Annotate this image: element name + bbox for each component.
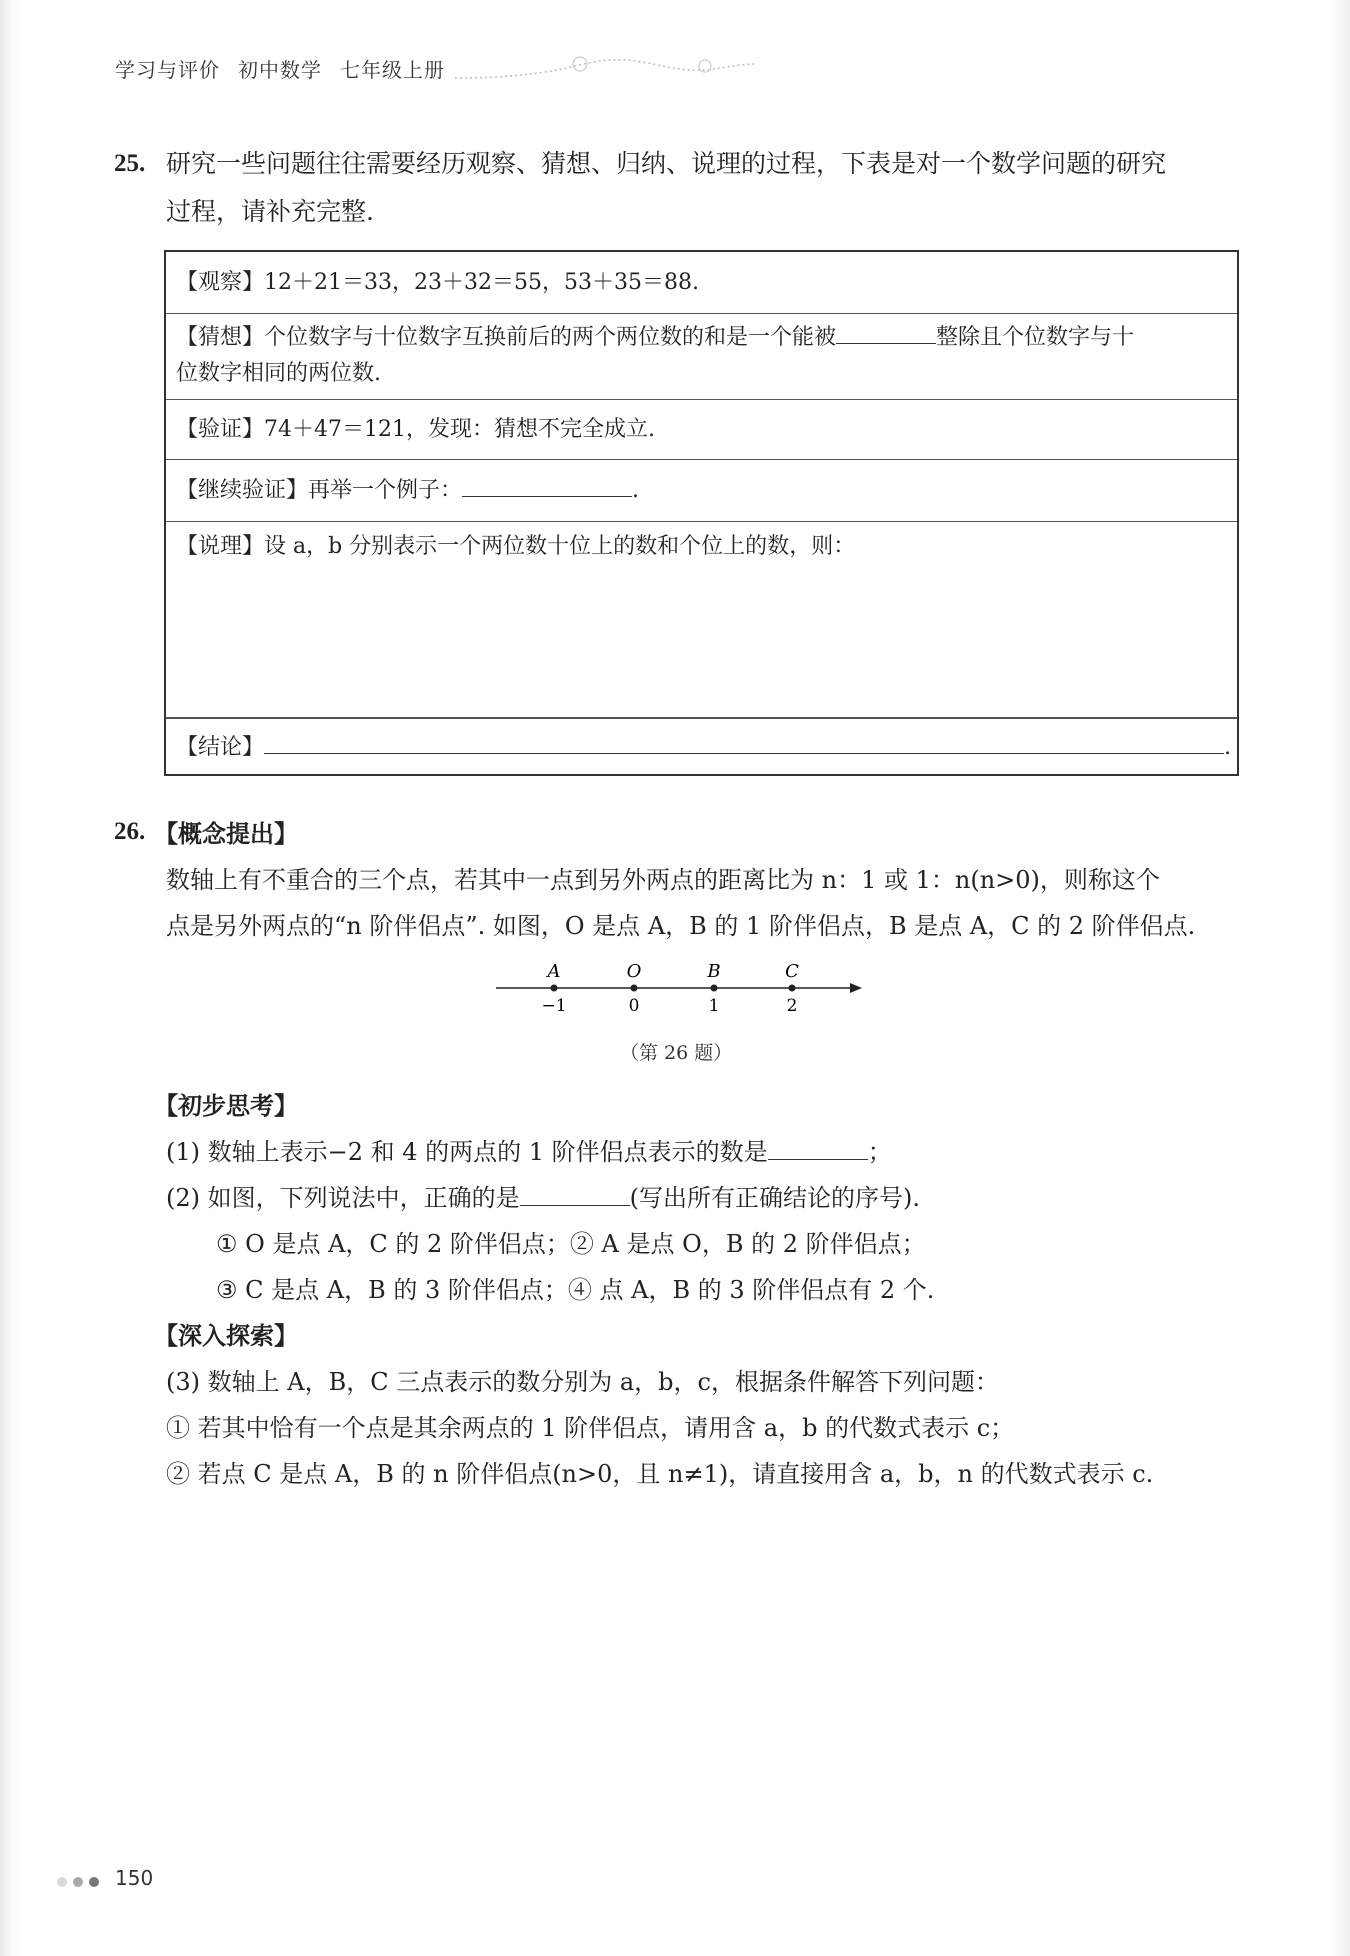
subq1-text: (1) 数轴上表示−2 和 4 的两点的 1 阶伴侣点表示的数是 [166, 1138, 768, 1166]
table-row-conclusion [166, 718, 1237, 776]
subq2-options-1-2: ① O 是点 A，C 的 2 阶伴侣点；② A 是点 O，B 的 2 阶伴侣点； [216, 1230, 926, 1258]
guess-text-b: 整除且个位数字与十 [936, 325, 1135, 350]
point-o [631, 985, 638, 992]
subq1-answer-blank[interactable] [768, 1137, 868, 1160]
header-wave-decoration [455, 50, 755, 86]
guess-text-a: 【猜想】个位数字与十位数字互换前后的两个两位数的和是一个能被 [176, 325, 837, 350]
point-b [711, 985, 718, 992]
subq2 [166, 1178, 920, 1213]
subq2-text: (2) 如图，下列说法中，正确的是 [166, 1184, 520, 1212]
q26-paragraph-line2: 点是另外两点的“n 阶伴侣点”. 如图，O 是点 A，B 的 1 阶伴侣点，B 是点 A，C 的 2 阶伴侣点. [166, 912, 1196, 940]
subq3: (3) 数轴上 A，B，C 三点表示的数分别为 a，b，c，根据条件解答下列问题： [166, 1368, 999, 1396]
table-row-verify [166, 400, 1237, 460]
q26-paragraph-line1: 数轴上有不重合的三个点，若其中一点到另外两点的距离比为 n：1 或 1：n(n>0)，则称这个 [166, 866, 1160, 894]
q26-section-deep: 【深入探索】 [154, 1321, 298, 1350]
example-answer-blank[interactable] [462, 474, 632, 497]
q25-intro-line2: 过程，请补充完整. [166, 197, 374, 226]
table-row-reason [166, 522, 1237, 718]
tick-label-minus1: −1 [541, 996, 567, 1016]
number-line-arrow-icon [850, 983, 862, 993]
label-o: O [626, 961, 642, 982]
header-grade: 七年级上册 [340, 58, 445, 82]
continue-text-b: . [632, 478, 640, 503]
continue-text-a: 【继续验证】再举一个例子： [176, 478, 463, 503]
q26-section-concept: 【概念提出】 [154, 819, 298, 848]
tick-label-0: 0 [628, 996, 640, 1016]
q25-number: 25. [114, 150, 146, 177]
label-a: A [547, 961, 561, 982]
tick-label-1: 1 [708, 996, 720, 1016]
page-edge-shadow-right [1330, 0, 1350, 1956]
table-row-observe [166, 252, 1237, 314]
observe-text: 【观察】12＋21＝33，23＋32＝55，53＋35＝88. [176, 270, 699, 295]
subq1 [166, 1132, 892, 1167]
conclusion-period: . [1224, 735, 1232, 760]
header-series: 学习与评价 [115, 58, 220, 82]
label-c: C [785, 961, 799, 982]
guess-answer-blank[interactable] [836, 321, 936, 344]
table-row-continue [166, 460, 1237, 522]
reason-text: 【说理】设 a，b 分别表示一个两位数十位上的数和个位上的数，则： [176, 534, 856, 559]
subq2-end: (写出所有正确结论的序号). [629, 1184, 920, 1212]
subq1-end: ； [867, 1138, 892, 1166]
number-line-figure [490, 955, 870, 1025]
conclusion-label: 【结论】 [176, 735, 265, 760]
guess-text-c: 位数字相同的两位数. [176, 361, 381, 386]
subq3-part2: ② 若点 C 是点 A，B 的 n 阶伴侣点(n>0，且 n≠1)，请直接用含 a，b，n 的代数式表示 c. [166, 1460, 1154, 1488]
page-edge-shadow [0, 0, 20, 1956]
subq2-options-3-4: ③ C 是点 A，B 的 3 阶伴侣点；④ 点 A，B 的 3 阶伴侣点有 2 个. [216, 1276, 935, 1304]
q25-intro-line1: 研究一些问题往往需要经历观察、猜想、归纳、说理的过程，下表是对一个数学问题的研究 [166, 149, 1167, 178]
page-dots-icon [56, 1872, 112, 1892]
q26-section-preliminary: 【初步思考】 [154, 1091, 298, 1120]
page-number: 150 [115, 1866, 154, 1890]
figure-caption: （第 26 题） [620, 1042, 733, 1064]
q25-research-table [164, 250, 1239, 776]
header-subject: 初中数学 [238, 58, 322, 82]
label-b: B [707, 961, 721, 982]
tick-label-2: 2 [786, 996, 798, 1016]
conclusion-answer-blank[interactable] [264, 731, 1224, 754]
table-row-guess [166, 314, 1237, 400]
subq3-part1: ① 若其中恰有一个点是其余两点的 1 阶伴侣点，请用含 a，b 的代数式表示 c； [166, 1414, 1015, 1442]
point-a [551, 985, 558, 992]
verify-text: 【验证】74＋47＝121，发现：猜想不完全成立. [176, 417, 655, 442]
q26-number: 26. [114, 818, 146, 845]
running-header [115, 54, 463, 83]
subq2-answer-blank[interactable] [520, 1183, 630, 1206]
point-c [789, 985, 796, 992]
